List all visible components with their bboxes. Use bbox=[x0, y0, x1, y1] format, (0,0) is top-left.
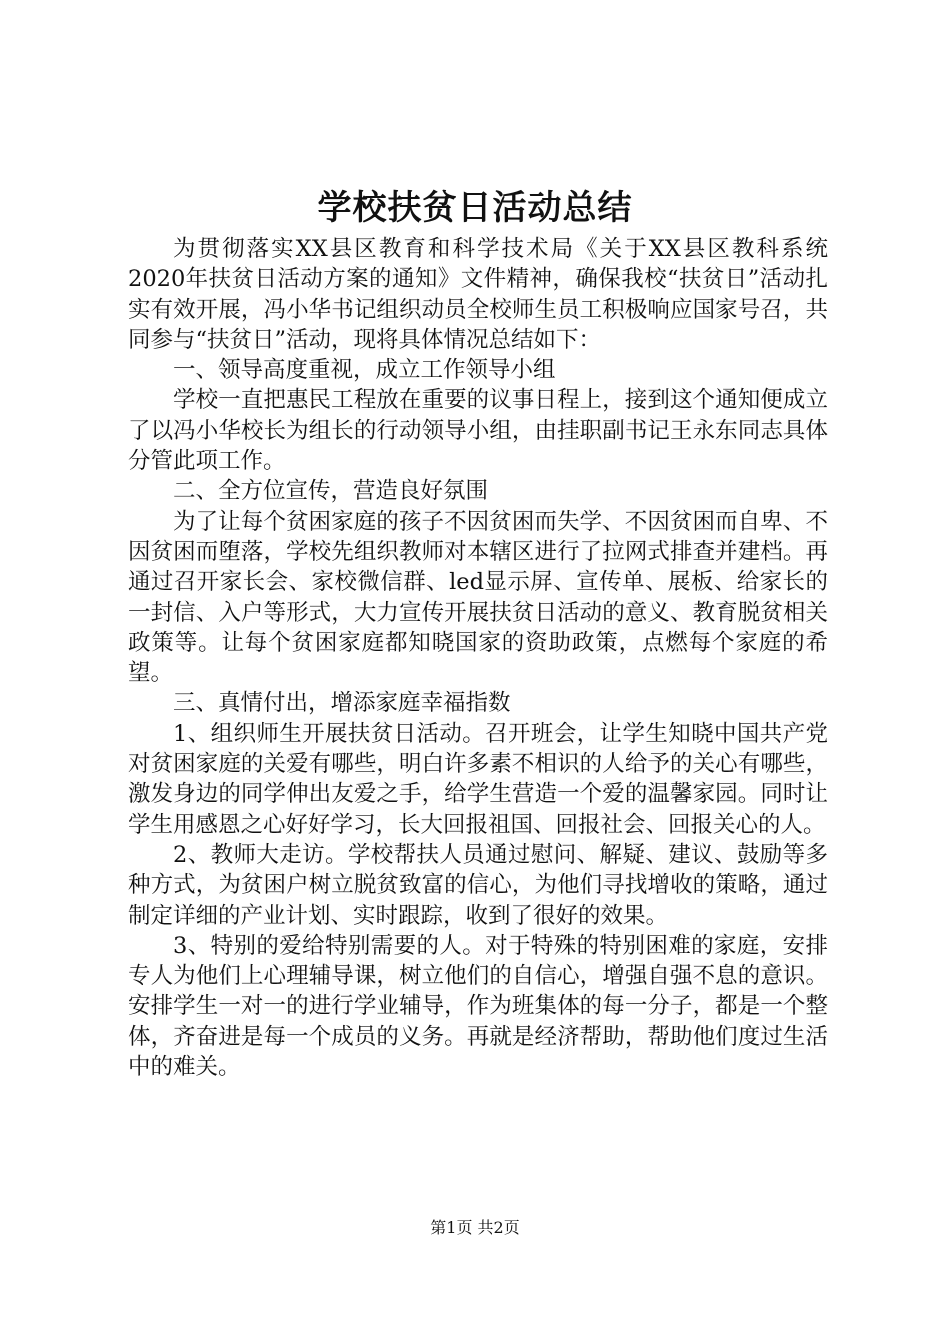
section-3-item-2: 2、教师大走访。学校帮扶人员通过慰问、解疑、建议、鼓励等多种方式，为贫困户树立脱贫致富的信心，为他们寻找增收的策略，通过制定详细的产业计划、实时跟踪，收到了很好的效果。 bbox=[128, 841, 828, 929]
document-title: 学校扶贫日活动总结 bbox=[317, 188, 633, 228]
section-1-paragraph: 学校一直把惠民工程放在重要的议事日程上，接到这个通知便成立了以冯小华校长为组长的行动领导小组，由挂职副书记王永东同志具体分管此项工作。 bbox=[128, 387, 828, 475]
section-3-item-3: 3、特别的爱给特别需要的人。对于特殊的特别困难的家庭，安排专人为他们上心理辅导课，树立他们的自信心，增强自强不息的意识。安排学生一对一的进行学业辅导，作为班集体的每一分子，都是一个整体，齐奋进是每一个成员的义务。再就是经济帮助，帮助他们度过生活中的难关。 bbox=[128, 932, 828, 1081]
section-heading-2: 二、全方位宣传，营造良好氛围 bbox=[173, 478, 489, 505]
page-footer: 第1页 共2页 bbox=[430, 1218, 520, 1237]
intro-paragraph: 为贯彻落实XX县区教育和科学技术局《关于XX县区教科系统2020年扶贫日活动方案的通知》文件精神，确保我校“扶贫日”活动扎实有效开展，冯小华书记组织动员全校师生员工积极响应国家号召，共同参与“扶贫日”活动，现将具体情况总结如下： bbox=[128, 236, 828, 353]
section-heading-1: 一、领导高度重视，成立工作领导小组 bbox=[173, 357, 556, 384]
section-3-item-1: 1、组织师生开展扶贫日活动。召开班会，让学生知晓中国共产党对贫困家庭的关爱有哪些，明白许多素不相识的人给予的关心有哪些，激发身边的同学伸出友爱之手，给学生营造一个爱的温馨家园。同时让学生用感恩之心好好学习，长大回报祖国、回报社会、回报关心的人。 bbox=[128, 720, 828, 838]
document-body bbox=[128, 234, 828, 1082]
section-heading-3: 三、真情付出，增添家庭幸福指数 bbox=[173, 690, 511, 717]
section-2-paragraph: 为了让每个贫困家庭的孩子不因贫困而失学、不因贫困而自卑、不因贫困而堕落，学校先组织教师对本辖区进行了拉网式排查并建档。再通过召开家长会、家校微信群、led显示屏、宣传单、展板、给家长的一封信、入户等形式，大力宣传开展扶贫日活动的意义、教育脱贫相关政策等。让每个贫困家庭都知晓国家的资助政策，点燃每个家庭的希望。 bbox=[128, 508, 828, 687]
